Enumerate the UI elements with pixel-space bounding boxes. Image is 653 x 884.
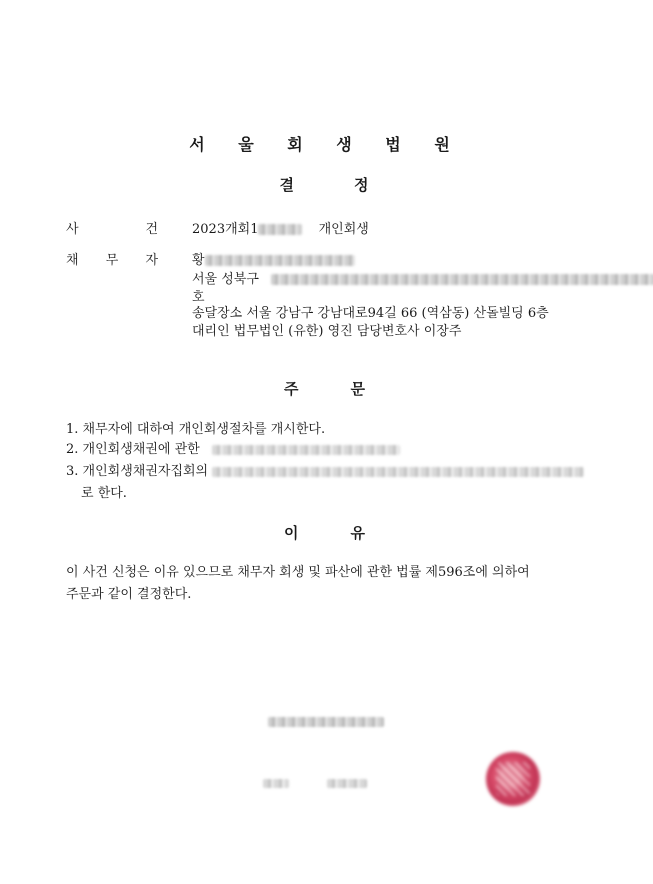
redacted-order-2 xyxy=(212,445,400,455)
seal-pattern xyxy=(496,762,530,796)
redacted-judge-title xyxy=(263,779,289,788)
case-type: 개인회생 xyxy=(318,222,369,237)
court-seal xyxy=(486,752,540,806)
decision-date xyxy=(268,711,384,730)
debtor-address-suffix: 호 xyxy=(192,290,205,305)
redacted-debtor-id xyxy=(205,255,355,266)
judge-name xyxy=(327,773,367,792)
order-title: 주문 xyxy=(284,380,417,398)
debtor-name xyxy=(192,249,355,268)
redacted-judge-name xyxy=(327,779,367,788)
order-item-2-text: 2. 개인회생채권에 관한 xyxy=(66,442,200,457)
reason-line-2: 주문과 같이 결정한다. xyxy=(66,587,192,602)
debtor-address-prefix: 서울 성북구 xyxy=(192,272,259,287)
service-address: 송달장소 서울 강남구 강남대로94길 66 (역삼동) 산돌빌딩 6층 xyxy=(192,306,549,321)
redacted-order-3 xyxy=(212,467,584,477)
debtor-name-prefix: 황 xyxy=(192,253,205,268)
redacted-date xyxy=(268,717,384,727)
case-label: 사 건 xyxy=(66,222,158,237)
debtor-label: 채 무 자 xyxy=(66,253,158,268)
redacted-address xyxy=(271,274,653,285)
judge-title xyxy=(263,773,289,792)
order-item-2 xyxy=(66,438,400,457)
order-item-3-text: 3. 개인회생채권자집회의 xyxy=(66,464,209,479)
reason-title: 이유 xyxy=(284,524,417,542)
order-item-1: 1. 채무자에 대하여 개인회생절차를 개시한다. xyxy=(66,422,326,437)
court-name: 서 울 회 생 법 원 xyxy=(189,135,464,154)
reason-line-1: 이 사건 신청은 이유 있으므로 채무자 회생 및 파산에 관한 법률 제596조에 의하여 xyxy=(66,565,530,580)
case-number-prefix: 2023개회1 xyxy=(192,222,259,237)
debtor-address xyxy=(192,268,653,287)
legal-agent: 대리인 법무법인 (유한) 영진 담당변호사 이장주 xyxy=(192,324,462,339)
order-item-3-continuation: 로 한다. xyxy=(81,486,127,501)
order-item-3 xyxy=(66,460,584,479)
case-number xyxy=(192,218,369,237)
redacted-case-number xyxy=(258,224,302,235)
document-title: 결정 xyxy=(279,176,429,194)
